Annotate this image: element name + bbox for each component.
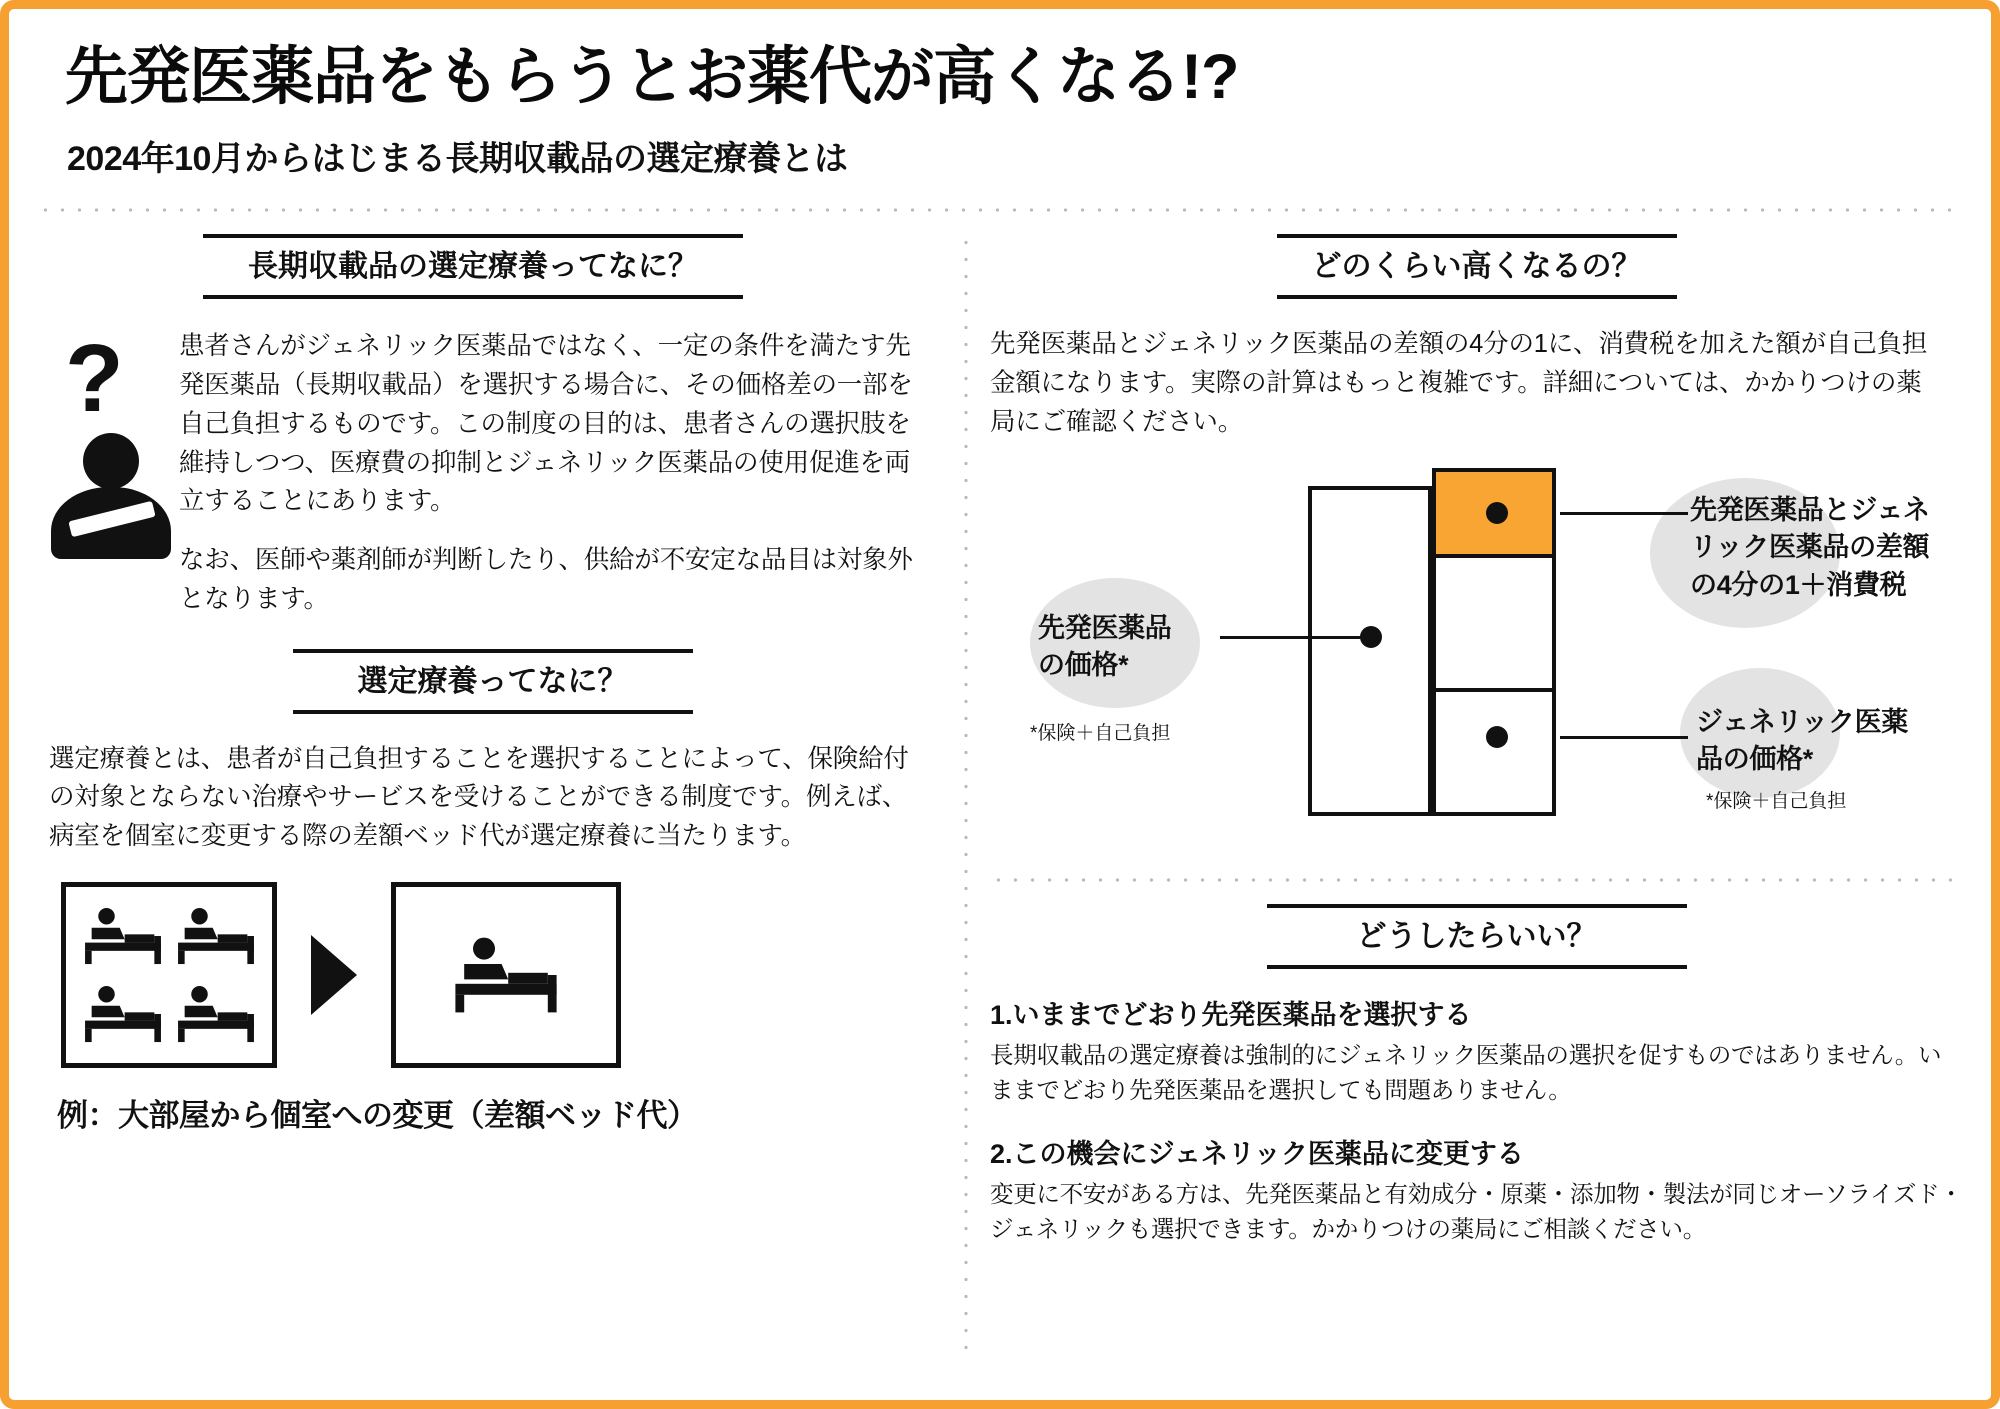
- leader-line-brand: [1220, 636, 1362, 639]
- advice-item-body: 変更に不安がある方は、先発医薬品と有効成分・原薬・添加物・製法が同じオーソライズド・ジェネリックも選択できます。かかりつけの薬局にご相談ください。: [990, 1181, 1963, 1243]
- private-room-icon: [391, 882, 621, 1068]
- note-generic-price: *保険＋自己負担: [1706, 790, 1847, 812]
- content-columns: [37, 234, 1963, 1354]
- shared-room-icon: [61, 882, 277, 1068]
- advice-item-body: 長期収載品の選定療養は強制的にジェネリック医薬品の選択を促すものではありません。いままでどおり先発医薬品を選択しても問題ありません。: [990, 1041, 1942, 1103]
- arrow-right-icon: [311, 935, 357, 1015]
- bed-icon: [174, 903, 258, 969]
- question-person-icon-group: [43, 327, 179, 618]
- label-brand-price: [1038, 610, 1172, 686]
- advice-item-title: 2.この機会にジェネリック医薬品に変更する: [990, 1139, 1524, 1170]
- room-change-figure: [61, 882, 942, 1068]
- left-column: [37, 234, 942, 1354]
- poster-inner: [37, 23, 1963, 1386]
- room-change-caption: 例：大部屋から個室への変更（差額ベッド代）: [57, 1097, 698, 1133]
- right-column: [990, 234, 1963, 1354]
- label-brand-price-line1: 先発医薬品: [1038, 612, 1172, 643]
- left-section1-paragraph2: なお、医師や薬剤師が判断したり、供給が不安定な品目は対象外となります。: [179, 546, 913, 613]
- left-section1-paragraph1: 患者さんがジェネリック医薬品ではなく、一定の条件を満たす先発医薬品（長期収載品）を選択する場合に、その価格差の一部を自己負担するものです。この制度の目的は、患者さんの選択肢を維持しつつ、医療費の抑制とジェネリック医薬品の使用促進を両立することにあります。: [179, 332, 913, 516]
- dot-surcharge: [1486, 502, 1508, 524]
- left-section2-heading: 選定療養ってなに？: [293, 649, 693, 714]
- person-head-shape: [83, 433, 139, 489]
- column-divider: [964, 234, 968, 1354]
- left-section1-heading: 長期収載品の選定療養ってなに？: [203, 234, 743, 299]
- page-subtitle: 2024年10月からはじまる長期収載品の選定療養とは: [67, 140, 848, 179]
- brand-price-bar: [1308, 486, 1432, 816]
- label-surcharge-line3: の4分の1＋消費税: [1690, 570, 1907, 601]
- left-section1-text: [179, 327, 942, 618]
- list-item: [990, 993, 1963, 1109]
- header-divider: [37, 208, 1963, 212]
- right-section1-heading: どのくらい高くなるの？: [1277, 234, 1677, 299]
- leader-line-surcharge: [1560, 512, 1688, 515]
- question-mark-icon: ?: [65, 325, 124, 433]
- page-title: 先発医薬品をもらうとお薬代が高くなる!?: [65, 42, 1239, 112]
- label-generic-price-line1: ジェネリック医薬: [1696, 706, 1908, 737]
- advice-list: [990, 993, 1963, 1248]
- label-generic-price-line2: 品の価格*: [1696, 744, 1814, 775]
- label-surcharge-line1: 先発医薬品とジェネ: [1690, 494, 1930, 525]
- left-section1-body: [43, 327, 942, 618]
- patient-person-icon: [49, 433, 173, 557]
- dot-generic-price: [1486, 726, 1508, 748]
- leader-line-generic: [1560, 736, 1688, 739]
- label-surcharge-line2: リック医薬品の差額: [1690, 532, 1930, 563]
- advice-item-title: 1.いままでどおり先発医薬品を選択する: [990, 999, 1472, 1030]
- bed-icon: [450, 931, 562, 1019]
- list-item: [990, 1132, 1963, 1248]
- price-comparison-diagram: [990, 468, 1963, 868]
- left-section2-paragraph1: 選定療養とは、患者が自己負担することを選択することによって、保険給付の対象とならない治療やサービスを受けることができる制度です。例えば、病室を個室に変更する際の差額ベッド代が選定療養に当たります。: [49, 744, 909, 851]
- dot-brand-price: [1360, 626, 1382, 648]
- right-section2-heading: どうしたらいい？: [1267, 904, 1687, 969]
- bed-icon: [81, 903, 165, 969]
- label-surcharge: [1690, 492, 1930, 605]
- generic-segment-divider: [1436, 688, 1552, 692]
- right-section1-paragraph1: 先発医薬品とジェネリック医薬品の差額の4分の1に、消費税を加えた額が自己負担金額になります。実際の計算はもっと複雑です。詳細については、かかりつけの薬局にご確認ください。: [990, 330, 1928, 436]
- label-generic-price: [1696, 704, 1908, 780]
- label-brand-price-line2: の価格*: [1038, 650, 1129, 681]
- bed-icon: [81, 981, 165, 1047]
- bed-icon: [174, 981, 258, 1047]
- note-brand-price: *保険＋自己負担: [1030, 722, 1171, 744]
